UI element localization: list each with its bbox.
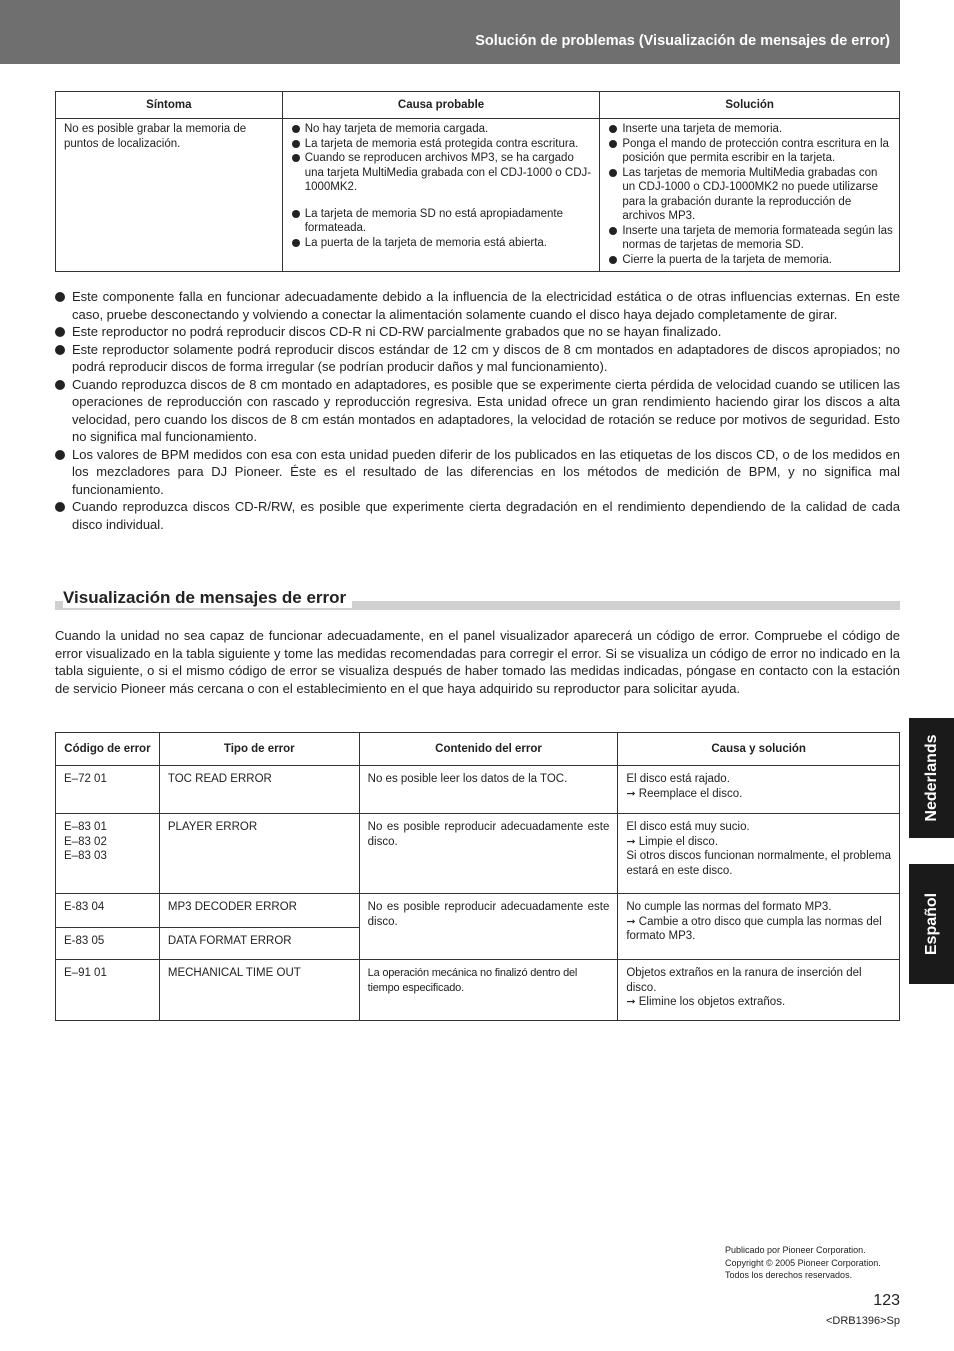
error-code: E–91 01 xyxy=(56,960,160,1021)
error-content: No es posible reproducir adecuadamente este disco. xyxy=(359,894,618,960)
error-type: MECHANICAL TIME OUT xyxy=(159,960,359,1021)
arrow-icon: ➞ xyxy=(626,835,636,848)
note-item: Los valores de BPM medidos con esa con esta unidad pueden diferir de los publicados en las etiquetas de los discos CD, o de los medidos en los mezcladores para DJ Pioneer. Éste es el resultado de las diferencias en los métodos de medición de BPM, y no significa mal funcionamiento. xyxy=(55,446,900,499)
error-type: TOC READ ERROR xyxy=(159,766,359,814)
error-content: La operación mecánica no finalizó dentro del tiempo especificado. xyxy=(359,960,618,1021)
col-header-sintoma: Síntoma xyxy=(56,92,283,119)
error-cause: Objetos extraños en la ranura de inserción del disco. ➞ Elimine los objetos extraños. xyxy=(618,960,900,1021)
side-tab-label: Nederlands xyxy=(922,734,940,822)
arrow-icon: ➞ xyxy=(626,996,636,1008)
col-header-codigo: Código de error xyxy=(56,733,160,766)
error-cause: El disco está muy sucio. ➞ Limpie el disco. Si otros discos funcionan normalmente, el problema estará en este disco. xyxy=(618,814,900,894)
side-tab-espanol[interactable] xyxy=(909,864,954,984)
symptom-cell: No es posible grabar la memoria de puntos de localización. xyxy=(56,119,283,272)
note-item: Este reproductor solamente podrá reproducir discos estándar de 12 cm y discos de 8 cm montados en adaptadores de discos apropiados; no podrá reproducir discos de forma irregular (se podrían producir daños y mal funcionamiento). xyxy=(55,341,900,376)
col-header-solucion: Solución xyxy=(600,92,900,119)
error-content: No es posible reproducir adecuadamente este disco. xyxy=(359,814,618,894)
page-number: 123 xyxy=(873,1292,900,1309)
notes-list xyxy=(55,288,900,533)
note-item: Cuando reproduzca discos de 8 cm montado en adaptadores, es posible que se experimente cierta pérdida de velocidad cuando se utilicen las operaciones de reproducción con rascado y reproducción regresiva. Esta unidad ofrece un gran rendimiento haciendo girar los discos a alta velocidad, pero cuando los discos de 8 cm están montados en adaptadores, la velocidad de rotación se reduce por motivos de seguridad. Esto no significa mal funcionamiento. xyxy=(55,376,900,446)
side-tab-nederlands[interactable] xyxy=(909,718,954,838)
error-type: MP3 DECODER ERROR xyxy=(159,894,359,928)
arrow-icon: ➞ xyxy=(626,915,636,928)
solution-item: Inserte una tarjeta de memoria formateada según las normas de tarjetas de memoria SD. xyxy=(608,224,893,253)
error-cause: No cumple las normas del formato MP3. ➞ Cambie a otro disco que cumpla las normas del formato MP3. xyxy=(618,894,900,960)
cause-item: La tarjeta de memoria está protegida contra escritura. xyxy=(291,137,594,152)
publisher-note: Publicado por Pioneer Corporation. Copyright © 2005 Pioneer Corporation. Todos los derechos reservados. xyxy=(725,1245,881,1280)
solution-item: Las tarjetas de memoria MultiMedia grabadas con un CDJ-1000 o CDJ-1000MK2 no puede utilizarse para la grabación durante la reproducción de archivos MP3. xyxy=(608,166,893,224)
section-intro: Cuando la unidad no sea capaz de funcionar adecuadamente, en el panel visualizador aparecerá un código de error. Compruebe el código de error visualizado en la tabla siguiente y tome las medidas recomendadas para corregir el error. Si se visualiza un código de error no indicado en la tabla siguiente, o si el mismo código de error se visualiza después de haber tomado las medidas indicadas, póngase en contacto con la estación de servicio Pioneer más cercana o con el establecimiento en el que haya adquirido su reproductor para solicitar ayuda. xyxy=(55,628,900,696)
cause-item: Cuando se reproducen archivos MP3, se ha cargado una tarjeta MultiMedia grabada con el CDJ-1000 o CDJ-1000MK2. xyxy=(291,151,594,195)
error-code: E–72 01 xyxy=(56,766,160,814)
error-type: DATA FORMAT ERROR xyxy=(159,928,359,960)
cause-item: No hay tarjeta de memoria cargada. xyxy=(291,122,594,137)
error-code: E-83 04 xyxy=(56,894,160,928)
solution-item: Cierre la puerta de la tarjeta de memoria. xyxy=(608,253,893,268)
note-item: Este componente falla en funcionar adecuadamente debido a la influencia de la electricidad estática o de otras influencias externas. En este caso, pruebe desconectando y volviendo a conectar la alimentación solamente cuando el disco haya dejado completamente de girar. xyxy=(55,288,900,323)
col-header-contenido: Contenido del error xyxy=(359,733,618,766)
col-header-causa-solucion: Causa y solución xyxy=(618,733,900,766)
arrow-icon: ➞ xyxy=(626,787,636,800)
causes-cell xyxy=(282,119,600,272)
col-header-tipo: Tipo de error xyxy=(159,733,359,766)
solution-item: Ponga el mando de protección contra escritura en la posición que permita escribir en la tarjeta. xyxy=(608,137,893,166)
page-header-title: Solución de problemas (Visualización de mensajes de error) xyxy=(475,33,890,49)
error-code-table xyxy=(55,732,900,1021)
solution-item: Inserte una tarjeta de memoria. xyxy=(608,122,893,137)
error-type: PLAYER ERROR xyxy=(159,814,359,894)
error-cause: El disco está rajado. ➞ Reemplace el disco. xyxy=(618,766,900,814)
document-code: <DRB1396>Sp xyxy=(826,1315,900,1327)
troubleshooting-table xyxy=(55,91,900,272)
error-code: E-83 05 xyxy=(56,928,160,960)
header-bar xyxy=(0,0,900,64)
note-item: Cuando reproduzca discos CD-R/RW, es posible que experimente cierta degradación en el rendimiento dependiendo de la calidad de cada disco individual. xyxy=(55,498,900,533)
section-title: Visualización de mensajes de error xyxy=(63,588,352,608)
cause-item: La tarjeta de memoria SD no está apropiadamente formateada. xyxy=(291,207,594,236)
error-content: No es posible leer los datos de la TOC. xyxy=(359,766,618,814)
error-code: E–83 01 E–83 02 E–83 03 xyxy=(56,814,160,894)
solutions-cell xyxy=(600,119,900,272)
cause-item: La puerta de la tarjeta de memoria está abierta. xyxy=(291,236,594,251)
note-item: Este reproductor no podrá reproducir discos CD-R ni CD-RW parcialmente grabados que no se hayan finalizado. xyxy=(55,323,900,341)
side-tab-label: Español xyxy=(922,892,940,956)
col-header-causa: Causa probable xyxy=(282,92,600,119)
